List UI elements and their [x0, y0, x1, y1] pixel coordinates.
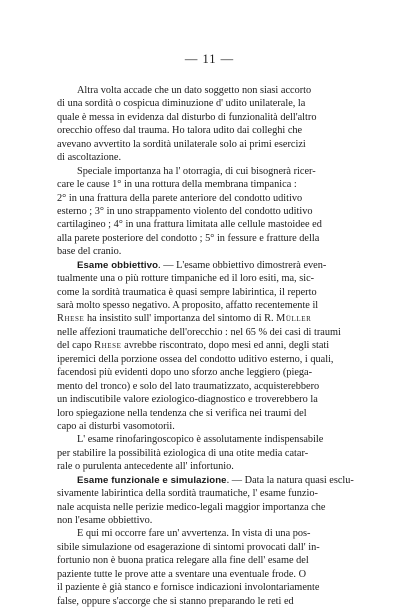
- author-name: Müller: [276, 313, 312, 325]
- text-line: orecchio offeso dal trauma. Ho talora udito dai colleghi che: [57, 125, 303, 137]
- text-line: cartilagineo ; 4° in una frattura limitata alle cellule mastoidee ed: [57, 219, 322, 231]
- text-line: mento del tronco) e solo del lato traumatizzato, acquisterebbero: [57, 380, 320, 392]
- text-line: [57, 259, 369, 272]
- text-line: tualmente una o più rotture timpaniche ed il loro esiti, ma, sic-: [57, 273, 315, 285]
- text-line: fortunio non è buona pratica relegare alla fine dell' esame del: [57, 555, 309, 567]
- text-line: [57, 339, 369, 352]
- text-line: 2° in una frattura della parete anteriore del condotto uditivo: [57, 192, 303, 204]
- text-line: un indiscutibile valore eziologico-diagnostico e troverebbero la: [57, 394, 318, 406]
- paragraph-4: [57, 433, 369, 473]
- page-number: — 11 —: [184, 52, 235, 66]
- text-line: alla parete posteriore del condotto ; 5° in fessure e fratture della: [57, 232, 320, 244]
- author-name: Rhese: [57, 313, 85, 325]
- section-heading-esame-obbiettivo: Esame obbiettivo: [77, 259, 159, 271]
- text-line: avevano avvertito la sordità unilaterale solo ai primi esercizi: [57, 138, 306, 150]
- text-line: L' esame rinofaringoscopico è assolutamente indispensabile: [77, 434, 324, 446]
- text-line: per stabilire la possibilità eziologica di una otite media catar-: [57, 447, 309, 459]
- paragraph-2: [57, 165, 369, 259]
- text-line: sibile simulazione od esagerazione di sintomi provocati dall' in-: [57, 541, 320, 553]
- text-fragment: del capo: [57, 340, 95, 352]
- text-line: loro spiegazione nella tendenza che si verifica nei traumi del: [57, 407, 307, 419]
- text-line: capo ai disturbi vasomotorii.: [57, 420, 175, 432]
- text-line: Speciale importanza ha l' otorragia, di cui bisognerà ricer-: [77, 165, 316, 177]
- paragraph-1: [57, 84, 369, 165]
- text-line: care le cause 1° in una rottura della membrana timpanica :: [57, 179, 297, 191]
- text-line: il paziente è già stanco e fornisce indicazioni involontariamente: [57, 582, 320, 594]
- text-line: di una sordità o cospicua diminuzione d' udito unilaterale, la: [57, 98, 306, 110]
- text-line: paziente tutte le prove atte a sventare una eventuale frode. O: [57, 568, 307, 580]
- text-line: nelle affezioni traumatiche dell'orecchio : nel 65 % dei casi di traumi: [57, 326, 341, 338]
- text-line: non l'esame obbiettivo.: [57, 515, 153, 526]
- text-line: false, oppure s'accorge che si stanno preparando le reti ed: [57, 595, 294, 607]
- text-line: sivamente labirintica della sordità traumatiche, l' esame funzio-: [57, 488, 318, 500]
- text-fragment: avrebbe riscontrato, dopo mesi ed anni, degli stati: [121, 340, 330, 352]
- text-line: [57, 474, 369, 487]
- paragraph-3: [57, 259, 369, 434]
- text-line: di ascoltazione.: [57, 152, 122, 164]
- text-line: sarà molto spesso negativo. A proposito, affatto recentemente il: [57, 300, 319, 311]
- author-name: Rhese: [94, 340, 122, 352]
- text-fragment: ha insistito sull' importanza del sintomo di R.: [84, 313, 277, 325]
- text-line: come la sordità traumatica è quasi sempre labirintica, il reperto: [57, 286, 317, 298]
- section-heading-esame-funzionale: Esame funzionale e simulazione: [77, 474, 227, 486]
- text-line: rale o purulenta antecedente all' infortunio.: [57, 461, 234, 473]
- text-fragment: . — L'esame obbiettivo dimostrerà even-: [158, 259, 327, 271]
- text-line: E qui mi occorre fare un' avvertenza. In vista di una pos-: [77, 528, 311, 540]
- paragraph-6: [57, 527, 369, 608]
- paragraph-5: [57, 474, 369, 528]
- text-line: base del cranio.: [57, 246, 122, 258]
- text-line: Altra volta accade che un dato soggetto non siasi accorto: [77, 85, 312, 96]
- body-text: [57, 84, 369, 608]
- text-line: quale è messa in evidenza dal disturbo di funzionalità dell'altro: [57, 111, 317, 123]
- text-line: esterno ; 3° in uno strappamento violento del condotto uditivo: [57, 205, 313, 217]
- text-line: iperemici della porzione ossea del condotto uditivo esterno, i quali,: [57, 353, 334, 365]
- text-line: nale acquista nelle perizie medico-legali maggior importanza che: [57, 501, 326, 513]
- text-fragment: . — Data la natura quasi esclu-: [226, 474, 354, 486]
- text-line: [57, 312, 369, 325]
- text-line: facendosi più evidenti dopo uno sforzo anche leggiero (piega-: [57, 367, 313, 379]
